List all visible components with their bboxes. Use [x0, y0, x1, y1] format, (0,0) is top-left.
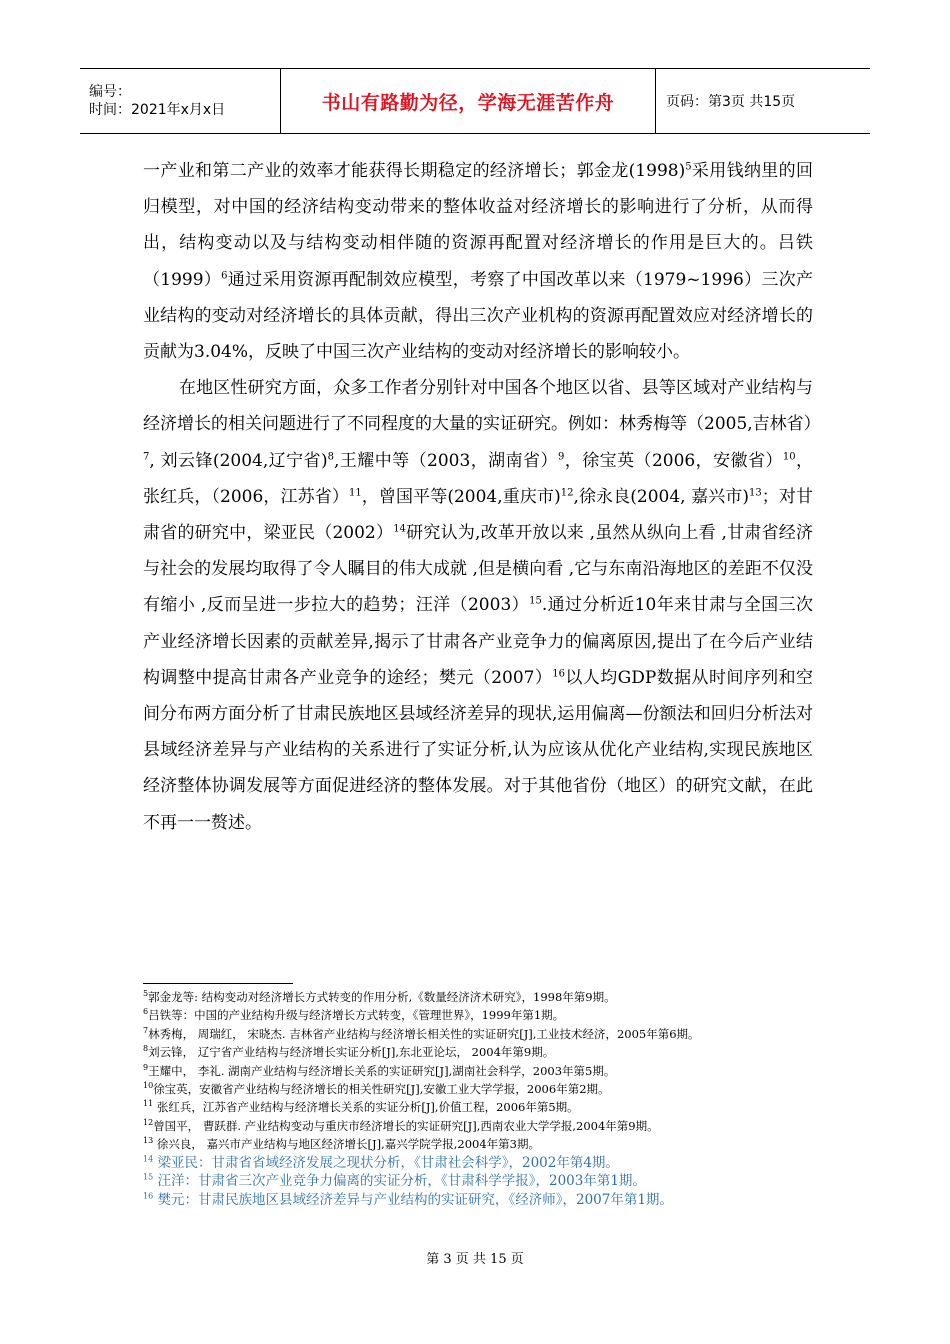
text-run: 一产业和第二产业的效率才能获得长期稳定的经济增长；郭金龙(1998)	[143, 161, 686, 181]
footnote-item	[143, 1098, 813, 1116]
text-run: 通过采用资源再配制效应模型，考察了中国改革以来（1979~1996）三次产业结构的变动对经济增长的具体贡献，得出三次产业机构的资源再配置效应对经济增长的贡献为3.04%，反映了中国三次产业结构的变动对经济增长的影响较小。	[143, 269, 813, 363]
text-run: ，曾国平等(2004,重庆市)	[361, 486, 561, 507]
footnote-item	[143, 1117, 813, 1135]
text-run: 以人均GDP数据从时间序列和空间分布两方面分析了甘肃民族地区县域经济差异的现状,运用偏离—份额法和回归分析法对县域经济差异与产业结构的关系进行了实证分析,认为应该从优化产业结构,实现民族地区经济整体协调发展等方面促进经济的整体发展。对于其他省份（地区）的研究文献，在此不再一一赘述。	[143, 667, 813, 833]
doc-time-label: 时间：2021年x月x日	[89, 102, 226, 118]
footnote-ref: 9	[557, 450, 565, 462]
text-run: ,徐永良(2004, 嘉兴市)	[573, 486, 750, 507]
footnote-item	[143, 1080, 813, 1098]
text-run: ；对甘肃省的研究中，梁亚民（2002）	[143, 486, 813, 544]
footnote-item	[143, 1006, 813, 1024]
footnote-text: 郭金龙等: 结构变动对经济增长方式转变的作用分析,《数量经济济术研究》，1998年第9期。	[148, 990, 616, 1004]
footnote-item	[143, 1172, 813, 1191]
footnote-number: 14	[143, 1154, 154, 1164]
header-meta	[80, 69, 281, 133]
footnote-item	[143, 1062, 813, 1080]
text-run: 采用钱纳里的回归模型，对中国的经济结构变动带来的整体收益对经济增长的影响进行了分析，从而得出，结构变动以及与结构变动相伴随的资源再配置对经济增长的作用是巨大的。吕铁（1999）	[143, 161, 813, 290]
footnote-ref: 8	[327, 450, 334, 462]
footnote-text: 林秀梅， 周瑞红， 宋晓杰. 吉林省产业结构与经济增长相关性的实证研究[J],工业技术经济，2005年第6期。	[148, 1026, 700, 1041]
text-run: .通过分析近10年来甘肃与全国三次产业经济增长因素的贡献差异,揭示了甘肃各产业竞争力的偏离原因,提出了在今后产业结构调整中提高甘肃各产业竞争的途经；樊元（2007）	[143, 595, 813, 688]
footnote-number: 8	[143, 1044, 149, 1054]
footnote-item	[143, 1025, 813, 1043]
footnote-ref: 5	[685, 161, 692, 173]
header-motto-cell	[281, 69, 656, 133]
footnote-text: 樊元：甘肃民族地区县域经济差异与产业结构的实证研究，《经济师》，2007年第1期。	[153, 1191, 673, 1208]
footnote-ref: 10	[782, 450, 796, 462]
footnote-text: 王耀中， 李礼. 湖南产业结构与经济增长关系的实证研究[J],湖南社会科学，2003年第5期。	[148, 1063, 616, 1078]
footnote-text: 徐宝英，安徽省产业结构与经济增长的相关性研究[J],安徽工业大学学报，2006年第2期。	[153, 1082, 610, 1097]
footnote-item	[143, 1135, 813, 1153]
footnote-ref: 12	[560, 487, 574, 499]
footnote-ref: 13	[749, 487, 762, 499]
text-run: 研究认为,改革开放以来 ,虽然从纵向上看 ,甘肃省经济与社会的发展均取得了令人瞩目的伟大成就 ,但是横向看 ,它与东南沿海地区的差距不仅没有缩小 ,反而呈进一步拉大的趋势；汪洋（2003）	[143, 523, 813, 616]
footnote-ref: 15	[529, 595, 542, 607]
paragraph-1	[143, 153, 813, 370]
footnote-text: 张红兵，江苏省产业结构与经济增长关系的实证分析[J],价值工程，2006年第5期。	[153, 1100, 579, 1115]
page-header	[80, 68, 870, 134]
footnote-ref: 7	[143, 450, 150, 462]
footnote-ref: 16	[552, 668, 566, 680]
footnote-number: 5	[143, 989, 149, 999]
footnotes	[143, 988, 813, 1209]
page-footer: 第 3 页 共 15 页	[426, 1252, 524, 1267]
text-run: ，张红兵，（2006，江苏省）	[143, 450, 814, 507]
footnote-number: 12	[143, 1118, 154, 1128]
footnote-item	[143, 1191, 813, 1210]
body-text	[143, 153, 821, 841]
text-run: , 刘云锋(2004,辽宁省)	[149, 450, 328, 471]
footnote-ref: 11	[348, 487, 362, 499]
paragraph-2	[143, 370, 821, 841]
text-run: ，徐宝英（2006，安徽省）	[564, 450, 783, 471]
text-run: ,王耀中等（2003，湖南省）	[334, 450, 558, 471]
footnote-number: 10	[143, 1081, 154, 1091]
footnote-number: 15	[143, 1172, 154, 1182]
footnote-number: 9	[143, 1062, 149, 1072]
footnote-text: 刘云锋， 辽宁省产业结构与经济增长实证分析[J],东北亚论坛， 2004年第9期。	[148, 1045, 555, 1060]
footnote-text: 汪洋：甘肃省三次产业竞争力偏离的实证分析，《甘肃科学学报》，2003年第1期。	[153, 1173, 646, 1190]
footnote-ref: 6	[221, 269, 228, 281]
footnote-item	[143, 988, 813, 1006]
footnote-number: 6	[143, 1007, 149, 1017]
footnote-number: 7	[143, 1025, 149, 1035]
footnote-item	[143, 1154, 813, 1173]
header-page-info: 页码：第3页 共15页	[666, 94, 796, 110]
footnote-number: 11	[143, 1099, 154, 1109]
footnote-text: 曾国平， 曹跃群. 产业结构变动与重庆市经济增长的实证研究[J],西南农业大学学报,2004年第9期。	[153, 1118, 659, 1133]
footnote-item	[143, 1043, 813, 1061]
footnote-number: 16	[143, 1191, 154, 1201]
footnote-text: 吕铁等：中国的产业结构升级与经济增长方式转变，《管理世界》，1999年第1期。	[148, 1008, 565, 1023]
footnote-separator	[143, 983, 293, 984]
doc-number-label: 编号：	[89, 84, 131, 100]
header-motto: 书山有路勤为径，学海无涯苦作舟	[321, 91, 615, 114]
footnote-text: 徐兴良， 嘉兴市产业结构与地区经济增长[J],嘉兴学院学报,2004年第3期。	[153, 1137, 540, 1152]
footnote-number: 13	[143, 1136, 154, 1146]
footnote-ref: 14	[393, 523, 406, 535]
text-run: 在地区性研究方面，众多工作者分别针对中国各个地区以省、县等区域对产业结构与经济增长的相关问题进行了不同程度的大量的实证研究。例如：林秀梅等（2005,吉林省）	[143, 378, 821, 435]
footnote-text: 梁亚民：甘肃省省域经济发展之现状分析，《甘肃社会科学》，2002年第4期。	[153, 1154, 619, 1171]
header-page-cell	[656, 69, 795, 133]
